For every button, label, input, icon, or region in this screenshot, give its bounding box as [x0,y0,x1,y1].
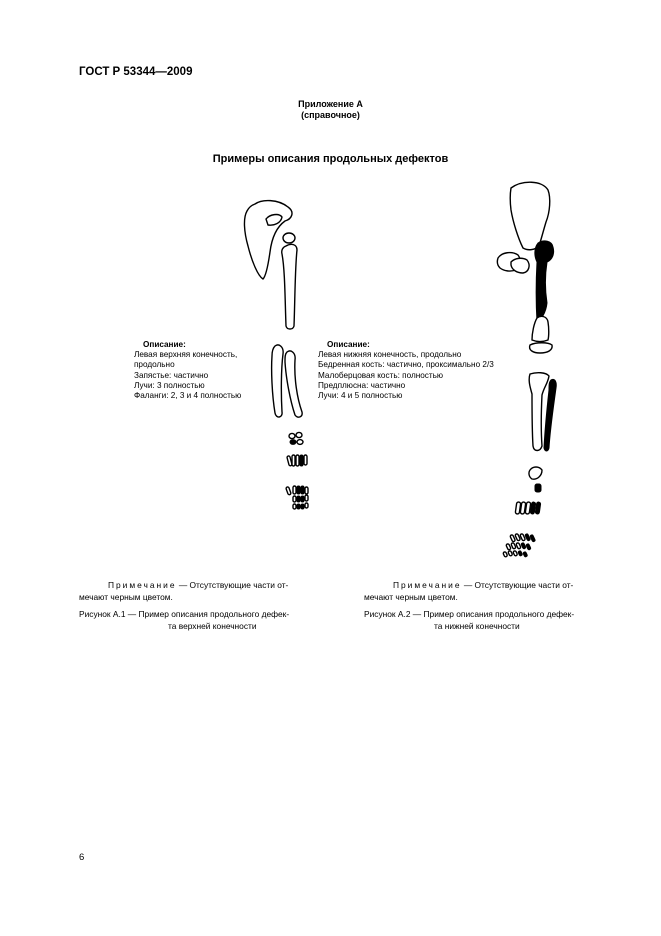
annex-title: Приложение А [298,99,363,109]
note-text: — Отсутствующие части от- [463,580,574,590]
figure-a1-note [79,579,329,603]
toe-phalanges [503,533,536,557]
description-line: Левая верхняя конечность, [134,350,238,360]
figure-a2-description [318,340,494,401]
description-line: Лучи: 3 полностью [134,380,205,390]
annex-subtitle: (справочное) [301,110,360,120]
description-line: Предплюсна: частично [318,380,406,390]
description-line: Левая нижняя конечность, продольно [318,350,462,360]
metatarsal-bones [515,502,541,514]
caption-line: та верхней конечности [168,620,257,631]
figure-a1-caption [79,609,339,632]
figure-a1-description [134,340,241,401]
caption-line: Рисунок А.2 — Пример описания продольного дефек- [364,609,575,619]
note-lead: Примечание [108,580,177,590]
patella [530,343,553,353]
caption-line: Рисунок А.1 — Пример описания продольного дефек- [79,609,290,619]
description-heading: Описание: [327,340,370,349]
description-heading: Описание: [143,340,186,349]
description-line: Бедренная кость: частично, проксимально 2/3 [318,360,494,370]
pelvis-lower [497,253,529,273]
fibula [544,379,556,451]
description-line: Запястье: частично [134,370,209,380]
caption-line: та нижней конечности [434,620,520,631]
description-line: Фаланги: 2, 3 и 4 полностью [134,391,242,401]
tarsal-bones [529,467,542,492]
figure-a2-caption [364,609,634,632]
description-line: Лучи: 4 и 5 полностью [318,391,403,401]
note-lead: Примечание [393,580,462,590]
description-line: продольно [134,360,175,370]
description-line: Малоберцовая кость: полностью [318,370,444,380]
femur [532,241,554,342]
note-text: — Отсутствующие части от- [178,580,289,590]
pelvis-ilium [510,182,549,250]
document-code: ГОСТ Р 53344—2009 [79,66,193,78]
note-continuation: мечают черным цветом. [79,592,173,602]
page-number: 6 [79,852,85,863]
figure-a2-note [364,579,619,603]
note-continuation: мечают черным цветом. [364,592,458,602]
section-title: Примеры описания продольных дефектов [212,153,449,165]
